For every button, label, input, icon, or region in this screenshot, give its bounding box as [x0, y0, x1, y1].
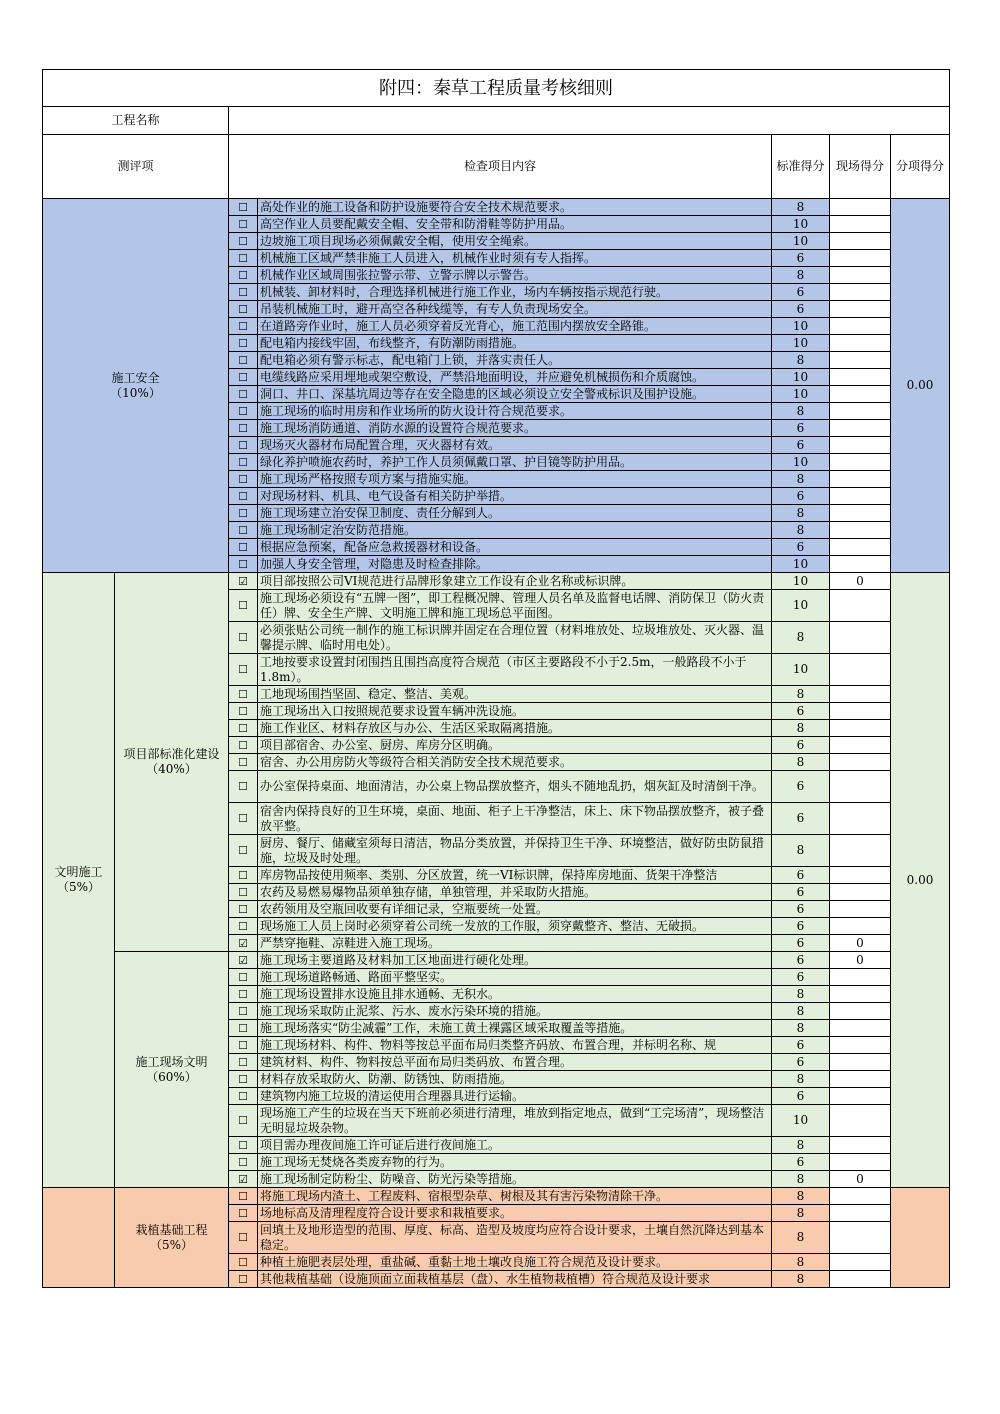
item-content: 建筑物内施工垃圾的清运使用合理器具进行运输。 [258, 1088, 772, 1105]
site-score-input[interactable] [830, 884, 891, 901]
site-score-input[interactable] [830, 505, 891, 522]
checkbox-icon[interactable]: ☐ [229, 488, 258, 505]
site-score-input[interactable] [830, 1020, 891, 1037]
site-score-input[interactable] [830, 686, 891, 703]
site-score-input[interactable] [830, 754, 891, 771]
content-header: 检查项目内容 [229, 135, 772, 199]
item-content: 施工现场制定治安防范措施。 [258, 522, 772, 539]
item-content: 在道路旁作业时，施工人员必须穿着反光背心，施工范围内摆放安全路锥。 [258, 318, 772, 335]
std-score: 10 [772, 556, 830, 573]
checkbox-icon[interactable]: ☐ [229, 1054, 258, 1071]
item-content: 材料存放采取防火、防潮、防锈蚀、防雨措施。 [258, 1071, 772, 1088]
assessment-table [42, 69, 950, 1288]
section-label [43, 1188, 115, 1288]
site-score-input[interactable] [830, 250, 891, 267]
site-score-input[interactable] [830, 1205, 891, 1222]
checkbox-icon[interactable]: ☐ [229, 318, 258, 335]
item-content: 施工现场设置排水设施且排水通畅、无积水。 [258, 986, 772, 1003]
item-content: 施工现场的临时用房和作业场所的防火设计符合规范要求。 [258, 403, 772, 420]
item-content: 机械装、卸材料时，合理选择机械进行施工作业，场内车辆按指示规范行驶。 [258, 284, 772, 301]
std-score: 6 [772, 918, 830, 935]
checkbox-icon[interactable]: ☐ [229, 867, 258, 884]
table-row [43, 573, 950, 590]
group-label-name: 施工现场文明 [135, 1054, 208, 1069]
site-score-input[interactable] [830, 1003, 891, 1020]
site-score-input[interactable] [830, 969, 891, 986]
std-score: 8 [772, 986, 830, 1003]
std-score: 6 [772, 284, 830, 301]
checkbox-icon[interactable]: ☐ [229, 1088, 258, 1105]
std-score: 8 [772, 403, 830, 420]
checkbox-icon[interactable]: ☐ [229, 199, 258, 216]
site-score-input[interactable] [830, 318, 891, 335]
item-content: 现场施工人员上岗时必须穿着公司统一发放的工作服，须穿戴整齐、整洁、无破损。 [258, 918, 772, 935]
site-score-input[interactable]: 0 [830, 573, 891, 590]
site-score-input[interactable] [830, 1071, 891, 1088]
std-score: 6 [772, 250, 830, 267]
site-score-input[interactable] [830, 901, 891, 918]
section-label-name: 施工安全 [111, 370, 160, 385]
checkbox-icon[interactable]: ☐ [229, 969, 258, 986]
std-score: 6 [772, 301, 830, 318]
checkbox-icon[interactable]: ☐ [229, 1105, 258, 1137]
item-content: 严禁穿拖鞋、凉鞋进入施工现场。 [258, 935, 772, 952]
item-content: 施工现场消防通道、消防水源的设置符合规范要求。 [258, 420, 772, 437]
site-score-input[interactable] [830, 1188, 891, 1205]
item-content: 库房物品按使用频率、类别、分区放置，统一VI标识牌，保持库房地面、货架干净整洁 [258, 867, 772, 884]
site-score-input[interactable] [830, 471, 891, 488]
std-score: 8 [772, 1003, 830, 1020]
site-score-input[interactable] [830, 590, 891, 622]
group-label [115, 952, 229, 1188]
checkbox-icon[interactable]: ☐ [229, 1271, 258, 1288]
std-score: 8 [772, 471, 830, 488]
checkbox-icon[interactable]: ☐ [229, 901, 258, 918]
std-score: 6 [772, 1037, 830, 1054]
checkbox-icon[interactable]: ☐ [229, 1205, 258, 1222]
checkbox-icon[interactable]: ☐ [229, 335, 258, 352]
std-score: 8 [772, 352, 830, 369]
std-score: 6 [772, 771, 830, 803]
checkbox-icon[interactable]: ☐ [229, 686, 258, 703]
site-score-input[interactable]: 0 [830, 935, 891, 952]
std-score: 8 [772, 1020, 830, 1037]
std-score: 10 [772, 454, 830, 471]
std-score: 6 [772, 1054, 830, 1071]
std-score: 6 [772, 737, 830, 754]
checkbox-icon[interactable]: ☐ [229, 522, 258, 539]
checkbox-icon[interactable]: ☐ [229, 352, 258, 369]
std-score: 8 [772, 522, 830, 539]
site-score-input[interactable] [830, 1271, 891, 1288]
std-score: 6 [772, 935, 830, 952]
item-content: 项目部宿舍、办公室、厨房、库房分区明确。 [258, 737, 772, 754]
site-score-input[interactable] [830, 703, 891, 720]
sub-score: 0.00 [891, 573, 950, 1188]
group-label-weight: （40%） [146, 762, 197, 776]
item-content: 现场施工产生的垃圾在当天下班前必须进行清理，堆放到指定地点，做到“工完场清”，现场整洁无明显垃圾杂物。 [258, 1105, 772, 1137]
item-content: 现场灭火器材布局配置合理，灭火器材有效。 [258, 437, 772, 454]
std-score: 10 [772, 386, 830, 403]
item-content: 机械作业区域周围张拉警示带、立警示牌以示警告。 [258, 267, 772, 284]
checkbox-icon[interactable]: ☐ [229, 454, 258, 471]
item-content: 农药及易燃易爆物品须单独存储，单独管理，并采取防火措施。 [258, 884, 772, 901]
checkbox-icon[interactable]: ☐ [229, 1222, 258, 1254]
checkbox-icon[interactable]: ☐ [229, 471, 258, 488]
checkbox-icon[interactable]: ☐ [229, 369, 258, 386]
site-score-input[interactable] [830, 1222, 891, 1254]
item-content: 施工现场采取防止泥浆、污水、废水污染环境的措施。 [258, 1003, 772, 1020]
site-score-input[interactable] [830, 803, 891, 835]
item-content: 施工现场必须设有“五牌一图”，即工程概况牌、管理人员名单及监督电话牌、消防保卫（防火责任）牌、安全生产牌、文明施工牌和施工现场总平面图。 [258, 590, 772, 622]
site-score-input[interactable] [830, 488, 891, 505]
group-label-name: 项目部标准化建设 [123, 747, 220, 761]
item-content: 施工作业区、材料存放区与办公、生活区采取隔离措施。 [258, 720, 772, 737]
item-content: 将施工现场内渣土、工程废料、宿根型杂草、树根及其有害污染物清除干净。 [258, 1188, 772, 1205]
group-label-weight: （60%） [146, 1069, 197, 1084]
checkbox-icon[interactable]: ☐ [229, 1020, 258, 1037]
checkbox-icon[interactable]: ☐ [229, 622, 258, 654]
item-content: 边坡施工项目现场必须佩戴安全帽，使用安全绳索。 [258, 233, 772, 250]
checkbox-icon[interactable]: ☐ [229, 505, 258, 522]
checkbox-icon[interactable]: ☐ [229, 216, 258, 233]
checkbox-icon[interactable]: ☐ [229, 737, 258, 754]
item-content: 宿舍、办公用房防火等级符合相关消防安全技术规范要求。 [258, 754, 772, 771]
item-content: 种植土施肥表层处理，重盐碱、重黏土地土壤改良施工符合规范及设计要求。 [258, 1254, 772, 1271]
checkbox-icon[interactable]: ☐ [229, 267, 258, 284]
site-score-input[interactable] [830, 986, 891, 1003]
item-content: 吊装机械施工时，避开高空各种线缆等，有专人负责现场安全。 [258, 301, 772, 318]
item-content: 工地现场围挡坚固、稳定、整洁、美观。 [258, 686, 772, 703]
site-score-input[interactable] [830, 622, 891, 654]
checkbox-icon[interactable]: ☐ [229, 1137, 258, 1154]
item-content: 场地标高及清理程度符合设计要求和栽植要求。 [258, 1205, 772, 1222]
std-score: 8 [772, 1254, 830, 1271]
site-score-input[interactable] [830, 522, 891, 539]
site-score-input[interactable] [830, 720, 891, 737]
item-content: 施工现场落实“防尘减霾”工作，未施工黄土裸露区域采取覆盖等措施。 [258, 1020, 772, 1037]
std-score: 8 [772, 505, 830, 522]
table-row [43, 952, 950, 969]
std-score: 8 [772, 835, 830, 867]
item-content: 工地按要求设置封闭围挡且围挡高度符合规范（市区主要路段不小于2.5m，一般路段不小于1.8m）。 [258, 654, 772, 686]
std-score: 8 [772, 720, 830, 737]
site-score-input[interactable] [830, 284, 891, 301]
std-score: 6 [772, 1154, 830, 1171]
item-content: 建筑材料、构件、物料按总平面布局归类码放、布置合理。 [258, 1054, 772, 1071]
site-score-input[interactable]: 0 [830, 952, 891, 969]
site-score-input[interactable] [830, 233, 891, 250]
checkbox-icon[interactable]: ☐ [229, 720, 258, 737]
std-score: 10 [772, 573, 830, 590]
item-content: 厨房、餐厅、储藏室须每日清洁，物品分类放置，并保持卫生干净、环境整洁，做好防虫防鼠措施，垃圾及时处理。 [258, 835, 772, 867]
site-score-input[interactable]: 0 [830, 1171, 891, 1188]
item-content: 施工现场制定防粉尘、防噪音、防光污染等措施。 [258, 1171, 772, 1188]
sub-score-header: 分项得分 [891, 135, 950, 199]
checkbox-icon[interactable]: ☐ [229, 1188, 258, 1205]
site-score-input[interactable] [830, 301, 891, 318]
item-content: 宿舍内保持良好的卫生环境，桌面、地面、柜子上干净整洁，床上、床下物品摆放整齐，被子叠放平整。 [258, 803, 772, 835]
section-label-weight: （5%） [56, 880, 101, 894]
item-content: 回填土及地形造型的范围、厚度、标高、造型及坡度均应符合设计要求，土壤自然沉降达到基本稳定。 [258, 1222, 772, 1254]
std-score: 10 [772, 318, 830, 335]
site-score-input[interactable] [830, 267, 891, 284]
checkbox-icon[interactable]: ☐ [229, 386, 258, 403]
std-score: 6 [772, 420, 830, 437]
site-score-input[interactable] [830, 867, 891, 884]
item-content: 农药领用及空瓶回收要有详细记录，空瓶要统一处置。 [258, 901, 772, 918]
site-score-input[interactable] [830, 1137, 891, 1154]
site-score-input[interactable] [830, 556, 891, 573]
checkbox-icon[interactable]: ☐ [229, 654, 258, 686]
item-content: 其他栽植基础（设施顶面立面栽植基层（盘）、水生植物栽植槽）符合规范及设计要求 [258, 1271, 772, 1288]
std-score: 8 [772, 199, 830, 216]
item-content: 项目部按照公司VI规范进行品牌形象建立工作设有企业名称或标识牌。 [258, 573, 772, 590]
section-label-weight: （10%） [110, 385, 161, 400]
site-score-input[interactable] [830, 1154, 891, 1171]
item-content: 施工现场主要道路及材料加工区地面进行硬化处理。 [258, 952, 772, 969]
site-score-input[interactable] [830, 771, 891, 803]
std-score: 6 [772, 703, 830, 720]
std-score: 6 [772, 952, 830, 969]
checked-checkbox-icon[interactable]: ☑ [229, 952, 258, 969]
std-score: 8 [772, 1137, 830, 1154]
item-content: 高处作业的施工设备和防护设施要符合安全技术规范要求。 [258, 199, 772, 216]
std-score: 6 [772, 867, 830, 884]
item-content: 加强人身安全管理，对隐患及时检查排除。 [258, 556, 772, 573]
std-score: 6 [772, 803, 830, 835]
item-content: 施工现场建立治安保卫制度、责任分解到人。 [258, 505, 772, 522]
site-score-input[interactable] [830, 918, 891, 935]
site-score-input[interactable] [830, 352, 891, 369]
project-name-input[interactable] [229, 107, 950, 135]
std-score: 8 [772, 622, 830, 654]
checkbox-icon[interactable]: ☐ [229, 233, 258, 250]
site-score-input[interactable] [830, 1054, 891, 1071]
checkbox-icon[interactable]: ☐ [229, 1071, 258, 1088]
item-content: 根据应急预案，配备应急救援器材和设备。 [258, 539, 772, 556]
site-score-input[interactable] [830, 1105, 891, 1137]
item-content: 高空作业人员要配戴安全帽、安全带和防滑鞋等防护用品。 [258, 216, 772, 233]
checkbox-icon[interactable]: ☐ [229, 250, 258, 267]
site-score-input[interactable] [830, 420, 891, 437]
checkbox-icon[interactable]: ☐ [229, 703, 258, 720]
site-score-input[interactable] [830, 1037, 891, 1054]
item-content: 施工现场道路畅通、路面平整坚实。 [258, 969, 772, 986]
group-label-weight: （5%） [149, 1237, 194, 1252]
checkbox-icon[interactable]: ☐ [229, 301, 258, 318]
item-content: 对现场材料、机具、电气设备有相关防护举措。 [258, 488, 772, 505]
table-row [43, 1188, 950, 1205]
checkbox-icon[interactable]: ☐ [229, 284, 258, 301]
std-score: 8 [772, 686, 830, 703]
eval-item-header: 测评项 [43, 135, 229, 199]
checkbox-icon[interactable]: ☐ [229, 539, 258, 556]
checked-checkbox-icon[interactable]: ☑ [229, 935, 258, 952]
checked-checkbox-icon[interactable]: ☑ [229, 573, 258, 590]
checkbox-icon[interactable]: ☐ [229, 437, 258, 454]
std-score: 10 [772, 335, 830, 352]
site-score-input[interactable] [830, 1088, 891, 1105]
page-title: 附四：秦草工程质量考核细则 [43, 70, 950, 107]
std-score-header: 标准得分 [772, 135, 830, 199]
item-content: 施工现场出入口按照规范要求设置车辆冲洗设施。 [258, 703, 772, 720]
std-score: 6 [772, 437, 830, 454]
std-score: 6 [772, 488, 830, 505]
std-score: 6 [772, 901, 830, 918]
std-score: 8 [772, 1071, 830, 1088]
checkbox-icon[interactable]: ☐ [229, 986, 258, 1003]
std-score: 6 [772, 884, 830, 901]
std-score: 6 [772, 539, 830, 556]
item-content: 施工现场材料、构件、物料等按总平面布局归类整齐码放、布置合理，并标明名称、规 [258, 1037, 772, 1054]
section-label [43, 199, 229, 573]
item-content: 必须张贴公司统一制作的施工标识牌并固定在合理位置（材料堆放处、垃圾堆放处、灭火器、温馨提示牌、临时用电处）。 [258, 622, 772, 654]
std-score: 8 [772, 1271, 830, 1288]
item-content: 配电箱内接线牢固，布线整齐，有防潮防雨措施。 [258, 335, 772, 352]
section-label-name: 文明施工 [54, 865, 103, 879]
site-score-input[interactable] [830, 386, 891, 403]
std-score: 8 [772, 1222, 830, 1254]
sub-score [891, 1188, 950, 1288]
site-score-input[interactable] [830, 403, 891, 420]
std-score: 8 [772, 1171, 830, 1188]
checkbox-icon[interactable]: ☐ [229, 420, 258, 437]
site-score-input[interactable] [830, 539, 891, 556]
std-score: 10 [772, 216, 830, 233]
site-score-input[interactable] [830, 199, 891, 216]
site-score-input[interactable] [830, 737, 891, 754]
site-score-input[interactable] [830, 654, 891, 686]
group-label [115, 1188, 229, 1288]
checkbox-icon[interactable]: ☐ [229, 918, 258, 935]
std-score: 10 [772, 233, 830, 250]
site-score-input[interactable] [830, 1254, 891, 1271]
site-score-header: 现场得分 [830, 135, 891, 199]
project-name-label: 工程名称 [43, 107, 229, 135]
item-content: 绿化养护喷施农药时，养护工作人员须佩戴口罩、护目镜等防护用品。 [258, 454, 772, 471]
checkbox-icon[interactable]: ☐ [229, 556, 258, 573]
item-content: 施工现场严格按照专项方案与措施实施。 [258, 471, 772, 488]
std-score: 8 [772, 1188, 830, 1205]
std-score: 6 [772, 1088, 830, 1105]
site-score-input[interactable] [830, 216, 891, 233]
checkbox-icon[interactable]: ☐ [229, 1254, 258, 1271]
item-content: 机械施工区域严禁非施工人员进入，机械作业时须有专人指挥。 [258, 250, 772, 267]
checkbox-icon[interactable]: ☐ [229, 1154, 258, 1171]
checkbox-icon[interactable]: ☐ [229, 835, 258, 867]
std-score: 10 [772, 654, 830, 686]
checkbox-icon[interactable]: ☐ [229, 803, 258, 835]
checkbox-icon[interactable]: ☐ [229, 590, 258, 622]
checkbox-icon[interactable]: ☐ [229, 754, 258, 771]
checkbox-icon[interactable]: ☐ [229, 884, 258, 901]
group-label [115, 573, 229, 952]
item-content: 项目需办理夜间施工许可证后进行夜间施工。 [258, 1137, 772, 1154]
checkbox-icon[interactable]: ☐ [229, 1003, 258, 1020]
site-score-input[interactable] [830, 835, 891, 867]
group-label-name: 栽植基础工程 [135, 1222, 208, 1237]
item-content: 洞口、井口、深基坑周边等存在安全隐患的区域必须设立安全警戒标识及围护设施。 [258, 386, 772, 403]
std-score: 6 [772, 969, 830, 986]
item-content: 施工现场无焚烧各类废弃物的行为。 [258, 1154, 772, 1171]
std-score: 8 [772, 1205, 830, 1222]
checked-checkbox-icon[interactable]: ☑ [229, 1171, 258, 1188]
std-score: 8 [772, 754, 830, 771]
site-score-input[interactable] [830, 454, 891, 471]
std-score: 10 [772, 590, 830, 622]
item-content: 电缆线路应采用埋地或架空敷设，严禁沿地面明设，并应避免机械损伤和介质腐蚀。 [258, 369, 772, 386]
site-score-input[interactable] [830, 335, 891, 352]
std-score: 8 [772, 267, 830, 284]
site-score-input[interactable] [830, 437, 891, 454]
std-score: 10 [772, 1105, 830, 1137]
checkbox-icon[interactable]: ☐ [229, 771, 258, 803]
site-score-input[interactable] [830, 369, 891, 386]
item-content: 配电箱必须有警示标志，配电箱门上锁，并落实责任人。 [258, 352, 772, 369]
section-label [43, 573, 115, 1188]
item-content: 办公室保持桌面、地面清洁，办公桌上物品摆放整齐，烟头不随地乱扔，烟灰缸及时清倒干净。 [258, 771, 772, 803]
table-row [43, 199, 950, 216]
std-score: 10 [772, 369, 830, 386]
checkbox-icon[interactable]: ☐ [229, 403, 258, 420]
checkbox-icon[interactable]: ☐ [229, 1037, 258, 1054]
sub-score: 0.00 [891, 199, 950, 573]
